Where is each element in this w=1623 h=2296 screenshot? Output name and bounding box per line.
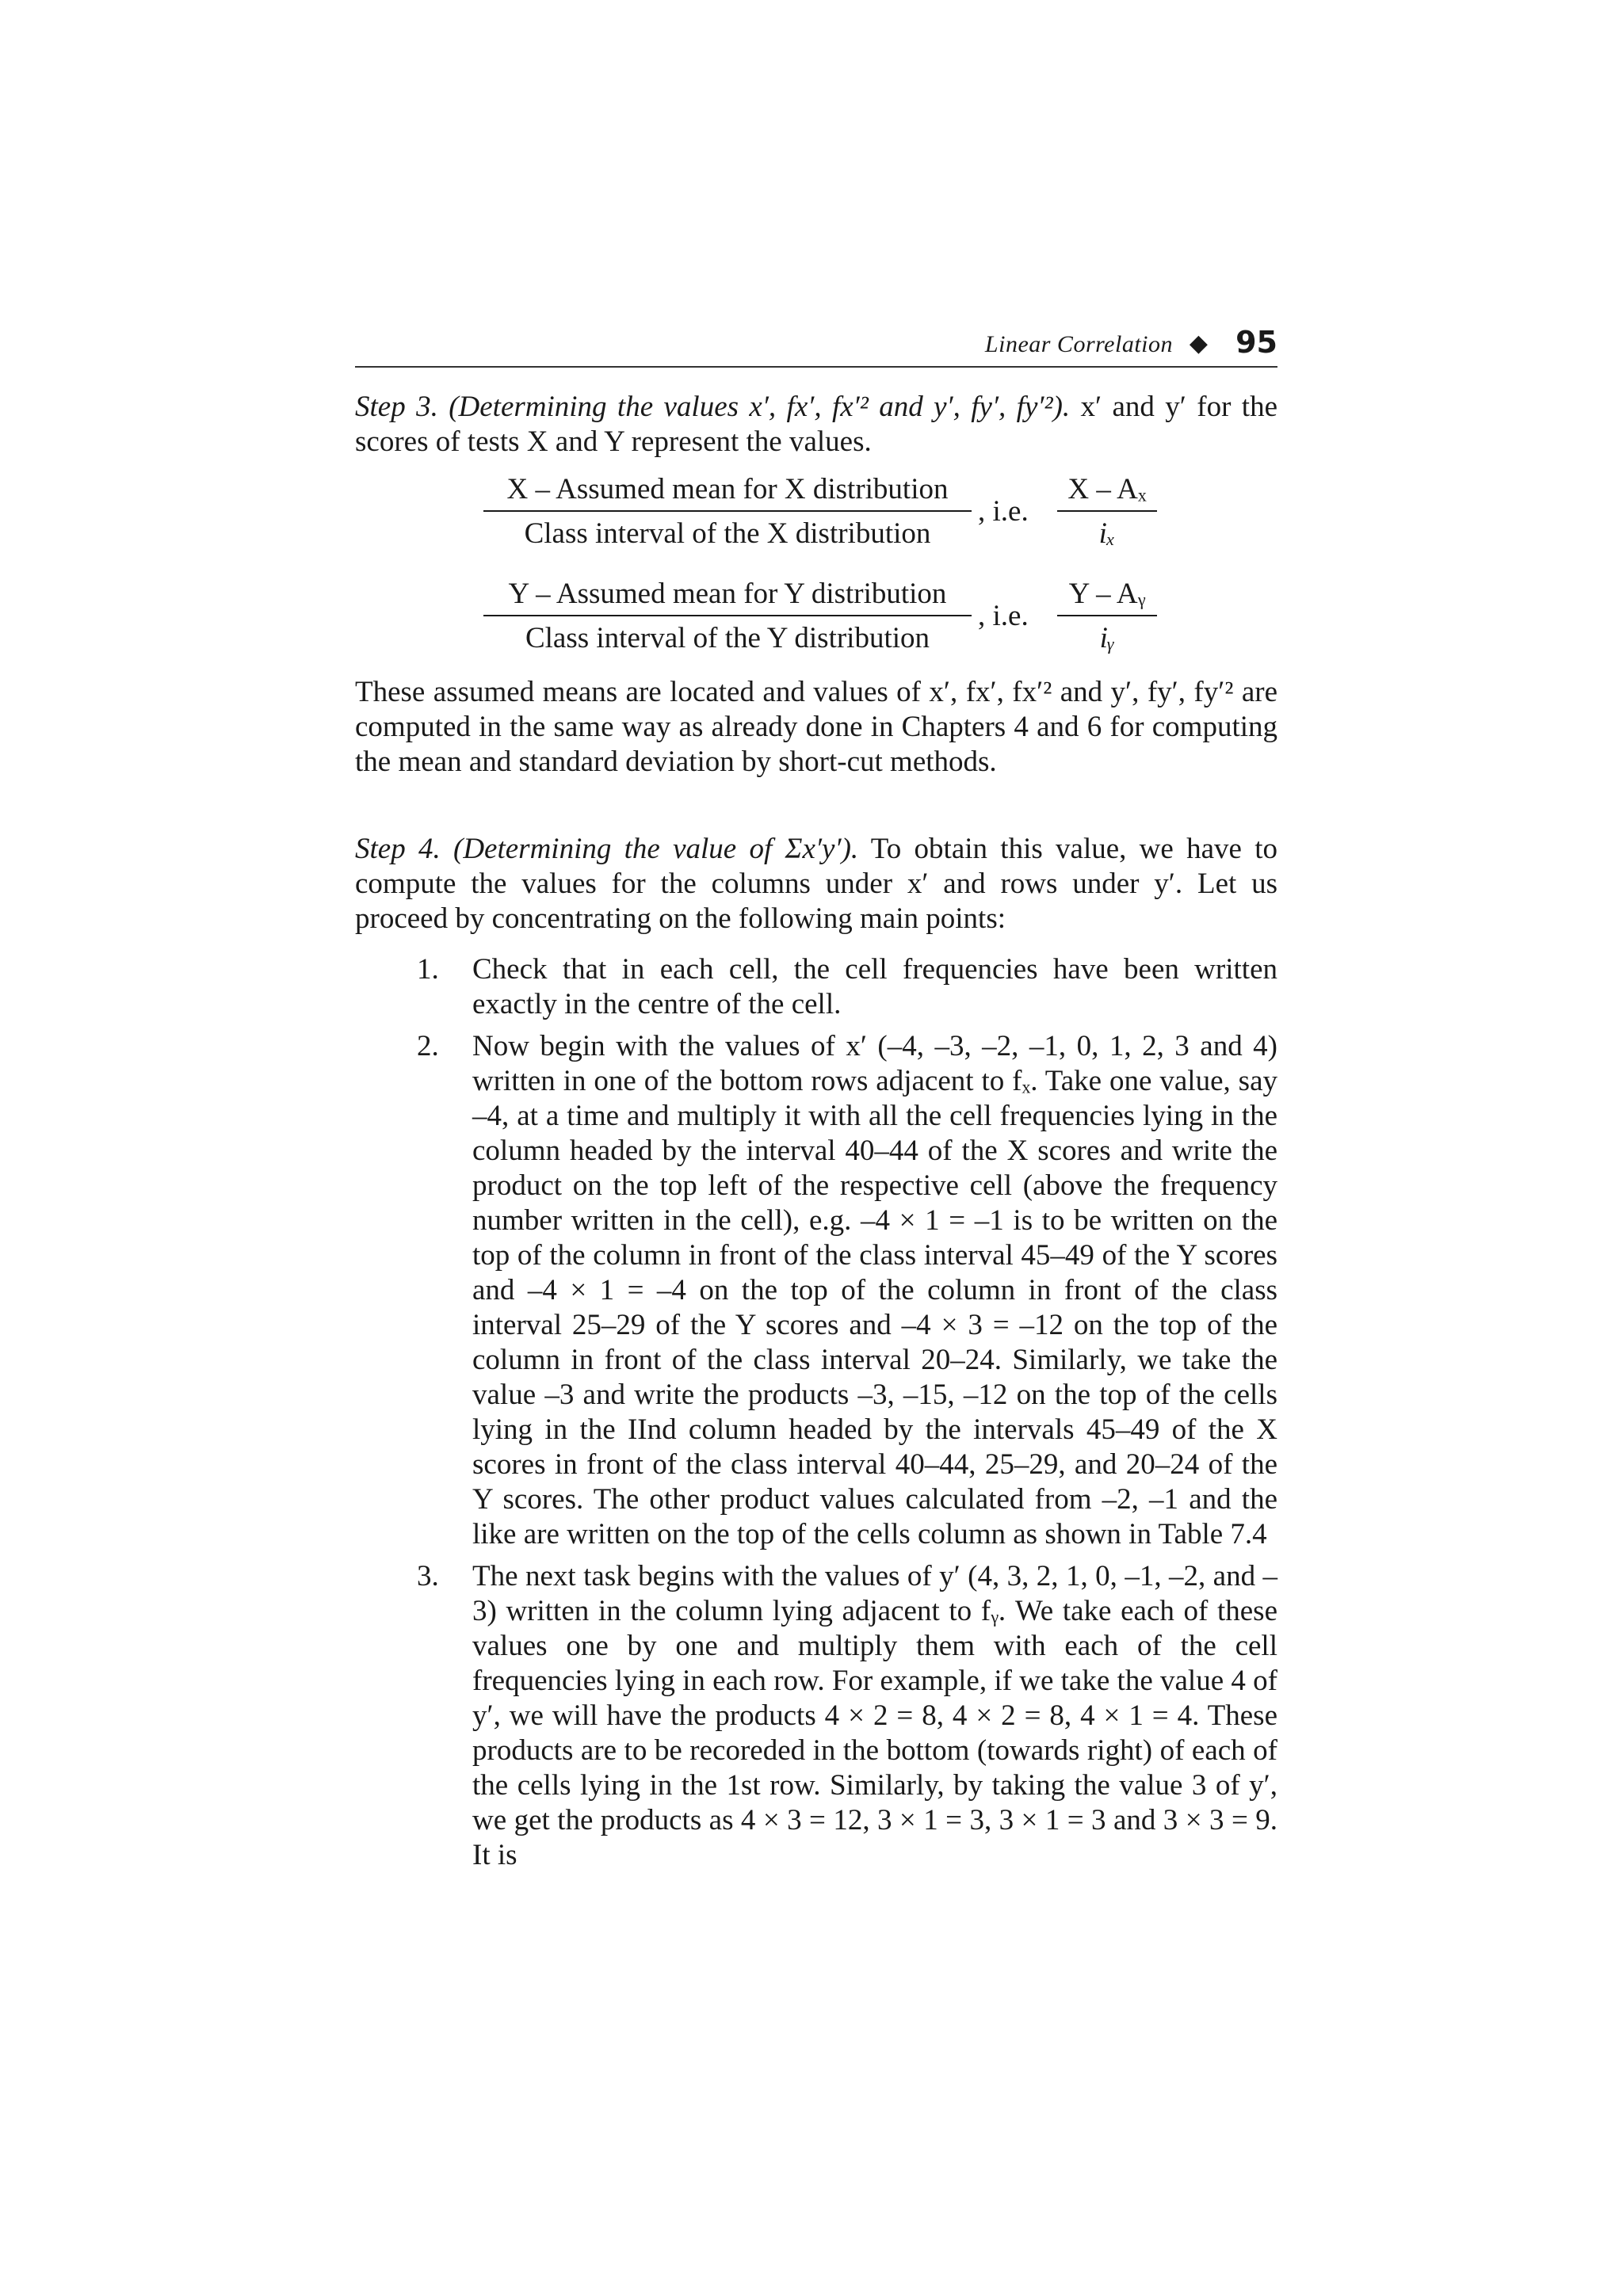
list-item-number: 3. <box>417 1560 439 1592</box>
running-title: Linear Correlation <box>984 331 1173 357</box>
running-header <box>355 325 1277 368</box>
step3-heading: Step 3. (Determining the values x′, fx′, fx′² and y′, fy′, fy′²). <box>355 391 1071 423</box>
formula-x-ie: , i.e. <box>978 495 1029 528</box>
formula-y-numerator: Y – Assumed mean for Y distribution <box>483 577 972 616</box>
page-number: 95 <box>1235 325 1277 360</box>
formula-x <box>483 472 1157 548</box>
formula-y-denominator: Class interval of the Y distribution <box>525 622 930 654</box>
list-item-text: Check that in each cell, the cell frequencies have been written exactly in the centre of the cell. <box>472 953 1277 1020</box>
formula-y-ie: , i.e. <box>978 600 1029 632</box>
step4-heading: Step 4. (Determining the value of Σx′y′). <box>355 833 859 865</box>
step4-paragraph <box>355 832 1277 936</box>
formula-y-long <box>483 577 972 656</box>
list-item <box>355 952 1277 1022</box>
list-item-text: Now begin with the values of x′ (–4, –3, –2, –1, 0, 1, 2, 3 and 4) written in one of the bottom rows adjacent to fₓ. Take one value, say –4, at a time and multiply it with all the cell frequencies lying in the column headed by the interval 40–44 of the X scores and write the product on the top left of the respective cell (above the frequency number written in the cell), e.g. –4 × 1 = –1 is to be written on the top of the column in front of the class interval 45–49 of the Y scores and –4 × 1 = –4 on the top of the column in front of the class interval 25–29 of the Y scores and –4 × 3 = –12 on the top of the column in front of the class interval 20–24. Similarly, we take the value –3 and write the products –3, –15, –12 on the top of the cells lying in the IInd column headed by the intervals 45–49 of the X scores in front of the class interval 40–44, 25–29, and 20–24 of the Y scores. The other product values calculated from –2, –1 and the like are written on the top of the cells column as shown in Table 7.4 <box>472 1030 1277 1550</box>
step3-body: x′ and y′ for the scores of tests X and Y represent the values. <box>355 391 1277 458</box>
list-item-number: 2. <box>417 1030 439 1062</box>
formula-x-numerator: X – Assumed mean for X distribution <box>483 472 972 512</box>
formula-x-short-numerator: X – Aₓ <box>1057 472 1157 512</box>
formula-x-short <box>1057 472 1157 551</box>
formula-x-long <box>483 472 972 551</box>
formula-x-denominator: Class interval of the X distribution <box>524 517 931 550</box>
list-item <box>355 1559 1277 1873</box>
list-item <box>355 1029 1277 1552</box>
points-list <box>355 952 1277 1873</box>
formula-y-short-numerator: Y – Aᵧ <box>1057 577 1157 616</box>
list-item-text: The next task begins with the values of y′ (4, 3, 2, 1, 0, –1, –2, and –3) written in the column lying adjacent to fᵧ. We take each of these values one by one and multiply them with each of the cell frequencies lying in each row. For example, if we take the value 4 of y′, we will have the products 4 × 2 = 8, 4 × 2 = 8, 4 × 1 = 4. These products are to be recoreded in the bottom (towards right) of each of the cells lying in the 1st row. Similarly, by taking the value 3 of y′, we get the products as 4 × 3 = 12, 3 × 1 = 3, 3 × 1 = 3 and 3 × 3 = 9. It is <box>472 1560 1277 1871</box>
formula-y-short <box>1057 577 1157 656</box>
formula-y-short-denominator: iᵧ <box>1099 622 1115 654</box>
list-item-number: 1. <box>417 953 439 986</box>
step3-paragraph <box>355 390 1277 460</box>
formula-y <box>483 577 1157 653</box>
diamond-icon: ◆ <box>1189 330 1208 357</box>
formula-x-short-denominator: iₓ <box>1098 517 1116 550</box>
assumed-means-paragraph: These assumed means are located and values of x′, fx′, fx′² and y′, fy′, fy′² are computed in the same way as already done in Chapters 4 and 6 for computing the mean and standard deviation by short-cut methods. <box>355 676 1277 778</box>
step4-body: To obtain this value, we have to compute the values for the columns under x′ and rows under y′. Let us proceed by concentrating on the following main points: <box>355 833 1277 935</box>
